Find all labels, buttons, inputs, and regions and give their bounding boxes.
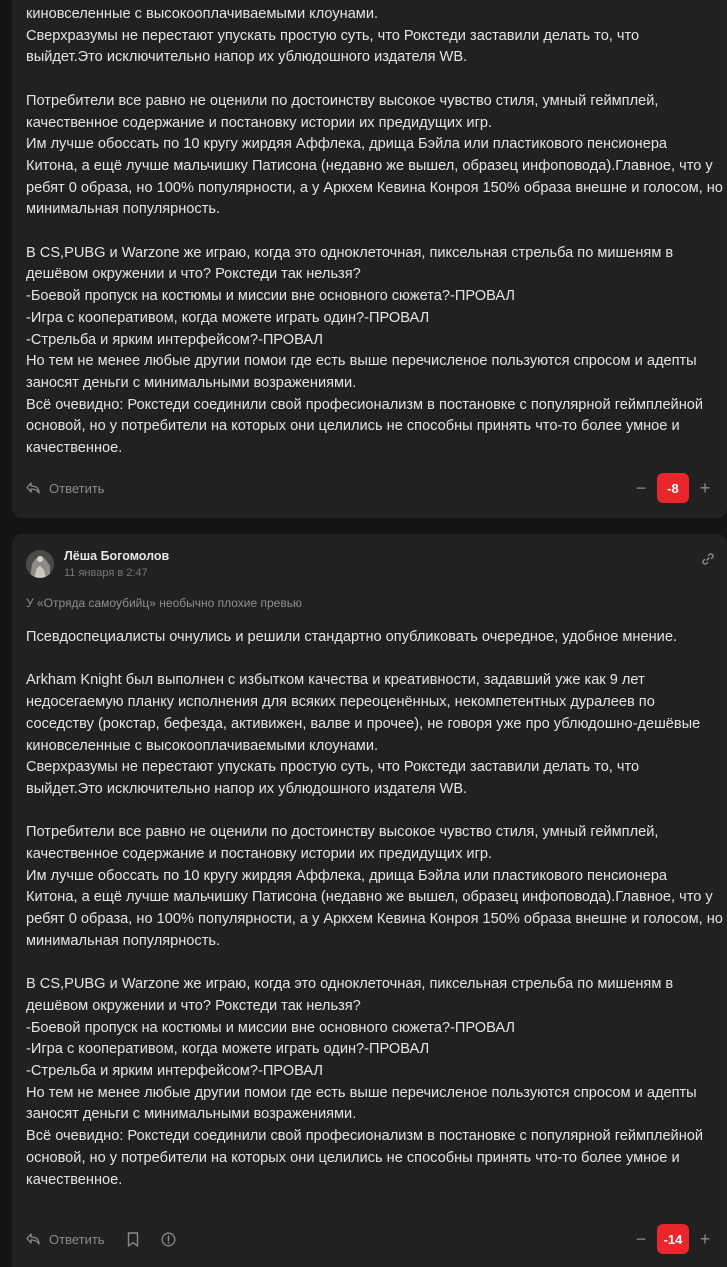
bookmark-button[interactable]	[127, 1232, 139, 1247]
comment-body	[26, 4, 723, 460]
comment-line: -Игра с кооперативом, когда можете играть один?-ПРОВАЛ	[26, 309, 430, 326]
comment-line	[26, 69, 713, 91]
comment-line: выйдет.Это исключительно напор их ублюдошного издателя WB.	[26, 49, 468, 66]
upvote-button[interactable]: +	[699, 477, 711, 498]
comment-line: киновселенные с высокооплачиваемыми клоунами.	[26, 6, 379, 22]
comment-line: качественное содержание и постановку истории их предидущих игр.	[26, 846, 493, 862]
comment-line: недосегаемую планку исполнения для всяких переоценённых, некомпетентных дуралеев по	[26, 694, 655, 711]
reply-icon	[26, 482, 40, 494]
comment-actions	[26, 473, 727, 503]
comment-line: В CS,PUBG и Warzone же играю, когда это одноклеточная, пиксельная стрельба по мишеням в	[26, 976, 674, 993]
article-context-link[interactable]: У «Отряда самоубийц» необычно плохие превью	[26, 596, 302, 610]
comment-line: -Боевой пропуск на костюмы и миссии вне основного сюжета?-ПРОВАЛ	[26, 1019, 515, 1036]
vote-control	[631, 1224, 715, 1254]
comment-line: Arkham Knight был выполнен с избытком качества и креативности, задавший уже как 9 лет	[26, 672, 645, 689]
comment-line: -Игра с кооперативом, когда можете играть один?-ПРОВАЛ	[26, 1041, 430, 1058]
avatar[interactable]	[26, 550, 54, 578]
comment-line: -Стрельба и ярким интерфейсом?-ПРОВАЛ	[26, 331, 323, 348]
comment-line: Им лучше обосcать по 10 кругу жирдяя Аффлека, дрища Бэйла или пластикового пенсионера	[26, 867, 668, 884]
comment-line: Сверхразумы не перестают упускать простую суть, что Рокстеди заставили делать то, что	[26, 759, 640, 776]
reply-button[interactable]	[26, 481, 105, 496]
bookmark-icon	[127, 1232, 139, 1247]
report-button[interactable]	[161, 1232, 176, 1247]
comment-line: заносят деньги с минимальными возражениями.	[26, 374, 357, 391]
vote-control	[631, 473, 715, 503]
upvote-button[interactable]: +	[699, 1228, 711, 1249]
comment-line: -Боевой пропуск на костюмы и миссии вне основного сюжета?-ПРОВАЛ	[26, 288, 515, 305]
comment-actions	[26, 1224, 727, 1254]
comment-line: качественное.	[26, 440, 123, 457]
comment-line: Китона, а ещё лучше мальчишку Патисона (недавно же вышел, образец инфоповода).Главное, что у	[26, 889, 713, 906]
downvote-button[interactable]: −	[635, 477, 647, 498]
comment-line	[26, 649, 713, 671]
comment-line: минимальная популярность.	[26, 932, 221, 949]
comment-line: соседству (рокстар, бефезда, активижен, валве и прочее), не говоря уже про ублюдошно-дешёвые	[26, 715, 701, 732]
comment-line	[26, 801, 713, 823]
score-badge: -14	[657, 1224, 689, 1254]
comment-line: основой, но у потребители на которых они целились не способны принять что-то более умное и	[26, 418, 680, 435]
comment-line: ребят 0 образа, но 100% популярности, а у Аркхем Кевина Конроя 150% образа внешне и голосом, но	[26, 911, 723, 928]
comment-line: Но тем не менее любые другии помои где есть выше перечисленое пользуются спросом и адепты	[26, 1084, 697, 1101]
comment-line: качественное.	[26, 1171, 123, 1188]
comment-line: Всё очевидно: Рокстеди соединили свой професионализм в постановке с популярной геймплейной	[26, 1128, 704, 1145]
comment-line: Китона, а ещё лучше мальчишку Патисона (недавно же вышел, образец инфоповода).Главное, что у	[26, 157, 713, 174]
comment-header	[26, 548, 715, 580]
comment-line: ребят 0 образа, но 100% популярности, а у Аркхем Кевина Конроя 150% образа внешне и голосом, но	[26, 179, 723, 196]
comment-card	[12, 0, 727, 518]
comment-line: В CS,PUBG и Warzone же играю, когда это одноклеточная, пиксельная стрельба по мишеням в	[26, 244, 674, 261]
comment-line: качественное содержание и постановку истории их предидущих игр.	[26, 114, 493, 131]
comment-line: заносят деньги с минимальными возражениями.	[26, 1106, 357, 1123]
downvote-button[interactable]: −	[635, 1228, 647, 1249]
comment-body	[26, 627, 723, 1191]
reply-label: Ответить	[49, 1231, 105, 1247]
comment-line: Всё очевидно: Рокстеди соединили свой професионализм в постановке с популярной геймплейной	[26, 396, 704, 413]
comment-line: -Стрельба и ярким интерфейсом?-ПРОВАЛ	[26, 1063, 323, 1080]
comment-line	[26, 221, 713, 243]
comment-line: основой, но у потребители на которых они целились не способны принять что-то более умное и	[26, 1149, 680, 1166]
comment-line: минимальная популярность.	[26, 201, 221, 218]
comment-line: Но тем не менее любые другии помои где есть выше перечисленое пользуются спросом и адепты	[26, 353, 697, 370]
info-icon	[161, 1232, 176, 1247]
avatar-image	[26, 550, 54, 578]
comment-date[interactable]: 11 января в 2:47	[64, 567, 148, 579]
comment-line: Потребители все равно не оценили по достоинству высокое чувство стиля, умный геймплей,	[26, 824, 659, 841]
comment-line	[26, 953, 713, 975]
link-icon[interactable]	[701, 552, 715, 566]
reply-button[interactable]	[26, 1232, 105, 1247]
score-badge: -8	[657, 473, 689, 503]
author-name[interactable]: Лёша Богомолов	[64, 549, 170, 563]
comment-card	[12, 534, 727, 1267]
comment-line: дешёвом окружении и что? Рокстеди так нельзя?	[26, 997, 361, 1014]
comment-line: Потребители все равно не оценили по достоинству высокое чувство стиля, умный геймплей,	[26, 92, 659, 109]
comment-line: выйдет.Это исключительно напор их ублюдошного издателя WB.	[26, 780, 468, 797]
comment-line: киновселенные с высокооплачиваемыми клоунами.	[26, 737, 379, 754]
comment-line: Псевдоспециалисты очнулись и решили стандартно опубликовать очередное, удобное мнение.	[26, 629, 677, 645]
reply-icon	[26, 1233, 40, 1245]
comment-line: Им лучше обосcать по 10 кругу жирдяя Аффлека, дрища Бэйла или пластикового пенсионера	[26, 136, 668, 153]
comment-line: Сверхразумы не перестают упускать простую суть, что Рокстеди заставили делать то, что	[26, 27, 640, 44]
comment-line: дешёвом окружении и что? Рокстеди так нельзя?	[26, 266, 361, 283]
reply-label: Ответить	[49, 480, 105, 496]
